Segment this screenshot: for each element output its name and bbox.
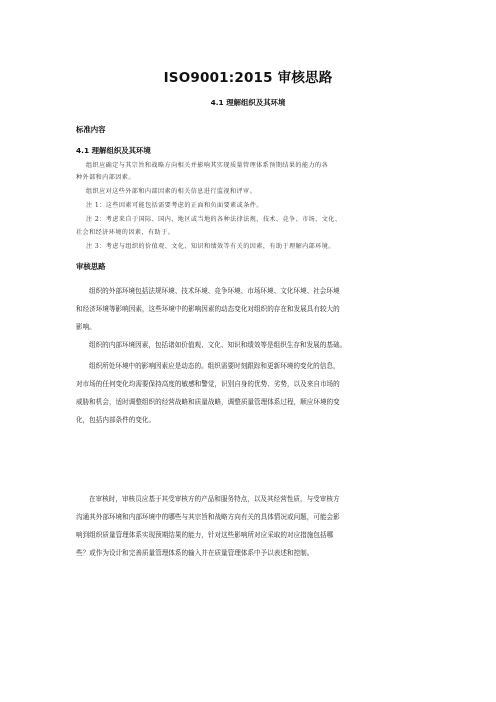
- paragraph-4: [76, 490, 426, 562]
- section-label-audit: 审核思路: [76, 262, 106, 271]
- clause-text-line: 组织应确定与其宗旨和战略方向相关并影响其实现质量管理体系预期结果的能力的各: [86, 162, 329, 169]
- note-1: 注 1：这些因素可能包括需要考虑的正面和负面要素或条件。: [86, 202, 263, 209]
- paragraph-line: 组织的内部环境因素，包括诸如价值观、文化、知识和绩效等是组织生存和发展的基础。: [89, 341, 347, 349]
- paragraph-line: 化，包括内部条件的变化。: [76, 416, 156, 424]
- document-subtitle: 4.1 理解组织及其环境: [210, 98, 286, 107]
- paragraph-line: 对市场的任何变化均需要保持高度的敏感和警觉，识别自身的优势、劣势，以及来自市场的: [76, 380, 340, 388]
- paragraph-line: 响到组织质量管理体系实现预期结果的能力，针对这些影响所对应采取的对应措施包括哪: [76, 531, 334, 539]
- paragraph-line: 在审核时，审核员应基于其受审核方的产品和服务特点，以及其经营性质，与受审核方: [89, 495, 340, 503]
- paragraph-3: [76, 357, 426, 429]
- paragraph-line: 沟通其外部环境和内部环境中的哪些与其宗旨和战略方向有关的具体情况或问题，可能会影: [76, 513, 340, 521]
- clause-text-line: 组织应对这些外部和内部因素的相关信息进行监视和评审。: [86, 188, 257, 195]
- paragraph-line: 组织的外部环境包括法规环境、技术环境、竞争环境、市场环境、文化环境、社会环境: [89, 287, 340, 295]
- clause-text-line: 种外部和内部因素。: [76, 174, 135, 181]
- paragraph-line: 威胁和机会，适时调整组织的经营战略和质量战略，调整质量管理体系过程，顺应环境的变: [76, 398, 340, 406]
- paragraph-line: 组织所处环境中的影响因素应是动态的。组织需要时刻跟踪和更新环境的变化的信息，: [89, 362, 340, 370]
- note-2: 注 2：考虑来自于国际、国内、地区或当地的各种法律法规、技术、竞争、市场、文化、: [86, 216, 342, 223]
- paragraph-1: [76, 282, 426, 336]
- note-2-continuation: 社会和经济环境的因素，有助于。: [76, 229, 175, 236]
- paragraph-line: 影响。: [76, 323, 96, 331]
- paragraph-line: 些？或作为设计和完善质量管理体系的输入并在质量管理体系中予以表述和控制。: [76, 549, 314, 557]
- paragraph-2: [76, 336, 426, 354]
- section-label-standard: 标准内容: [76, 125, 106, 134]
- clause-heading: 4.1 理解组织及其环境: [76, 146, 151, 155]
- paragraph-line: 和经济环境等影响因素，这些环境中的影响因素的动态变化对组织的存在和发展具有较大的: [76, 305, 340, 313]
- document-title: ISO9001:2015 审核思路: [163, 70, 333, 86]
- note-3: 注 3：考虑与组织的价值观、文化、知识和绩效等有关的因素，有助于理解内部环境。: [86, 243, 335, 250]
